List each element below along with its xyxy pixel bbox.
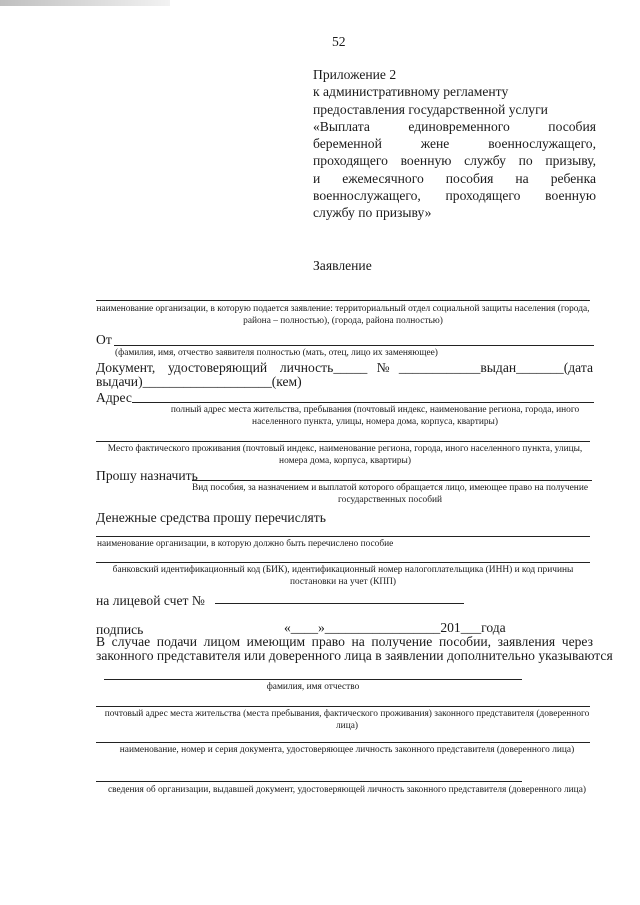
fio-caption: (фамилия, имя, отчество заявителя полностью (мать, отец, лицо их заменяющее) (115, 348, 438, 358)
scan-artifact (0, 0, 170, 6)
rep-issuer-caption: сведения об организации, выдавшей документ, удостоверяющей личность законного представителя (доверенного лица) (108, 785, 586, 795)
benefit-input-line[interactable] (192, 480, 592, 481)
from-label: От (96, 332, 112, 347)
fio-input-line[interactable] (114, 345, 594, 346)
rep-address-caption: почтовый адрес места жительства (места пребывания, фактического проживания) законного представителя (доверенного лица) (104, 709, 590, 731)
annex-block (313, 66, 596, 222)
rep-issuer-input-line[interactable] (96, 781, 522, 782)
account-input-line[interactable] (215, 603, 464, 604)
annex-line: Приложение 2 (313, 67, 397, 82)
transfer-org-input-line[interactable] (96, 536, 590, 537)
org-caption: наименование организации, в которую подается заявление: территориальный отдел социальной защиты населения (города, района – полностью), (города, района полностью) (96, 304, 590, 326)
actual-address-input-line[interactable] (96, 441, 590, 442)
rep-document-caption: наименование, номер и серия документа, удостоверяющее личность законного представителя (доверенного лица) (119, 745, 575, 755)
rep-address-input-line[interactable] (96, 706, 590, 707)
address-caption: полный адрес места жительства, пребывания (почтовый индекс, наименование региона, города, иного населенного пункта, улицы, номера дома, корпуса, квартиры) (170, 405, 580, 427)
address-label: Адрес (96, 390, 132, 405)
rep-fio-input-line[interactable] (104, 679, 522, 680)
bank-codes-input-line[interactable] (96, 562, 590, 563)
bank-codes-caption: банковский идентификационный код (БИК), идентификационный номер налогоплательщика (ИНН) и код причины постановки на учет (КПП) (112, 565, 574, 587)
signature-label: подпись (96, 622, 144, 637)
date-field: «____»_________________201___года (284, 620, 506, 635)
annex-line: проходящего военную службу по призыву, (313, 153, 596, 169)
representative-paragraph-line: В случае подачи лицом имеющим право на получение пособии, заявления через (96, 634, 593, 649)
benefit-caption: Вид пособия, за назначением и выплатой которого обращается лицо, имеющее право на получение государственных пособий (192, 483, 588, 505)
assign-label: Прошу назначить (96, 468, 198, 483)
transfer-label: Денежные средства прошу перечислять (96, 510, 326, 525)
annex-line: предоставления государственной услуги (313, 101, 548, 117)
page-number: 52 (332, 34, 346, 49)
rep-fio-caption: фамилия, имя отчество (266, 682, 360, 692)
annex-line: службу по призыву» (313, 205, 432, 221)
id-document-date-line: выдачи)___________________(кем) (96, 374, 302, 389)
actual-address-caption: Место фактического проживания (почтовый индекс, наименование региона, города, иного населенного пункта, улицы, номера дома, корпуса, квартиры) (107, 444, 583, 466)
annex-line: и ежемесячного пособия на ребенка (313, 170, 596, 186)
annex-line: к административному регламенту (313, 84, 509, 100)
org-input-line[interactable] (96, 300, 590, 301)
annex-line: беременной жене военнослужащего, (313, 136, 596, 152)
id-document-line: Документ, удостоверяющий личность_____№____________выдан_______(дата (96, 360, 593, 375)
transfer-org-caption: наименование организации, в которую должно быть перечислено пособие (97, 539, 394, 549)
account-label: на лицевой счет № (96, 593, 205, 608)
document-title: Заявление (313, 258, 372, 273)
rep-document-input-line[interactable] (96, 742, 590, 743)
representative-paragraph-line: законного представителя или доверенного лица в заявлении дополнительно указываются (96, 648, 613, 663)
annex-line: военнослужащего, проходящего военную (313, 188, 596, 204)
address-input-line[interactable] (132, 402, 594, 403)
annex-line: «Выплата единовременного пособия (313, 118, 596, 134)
